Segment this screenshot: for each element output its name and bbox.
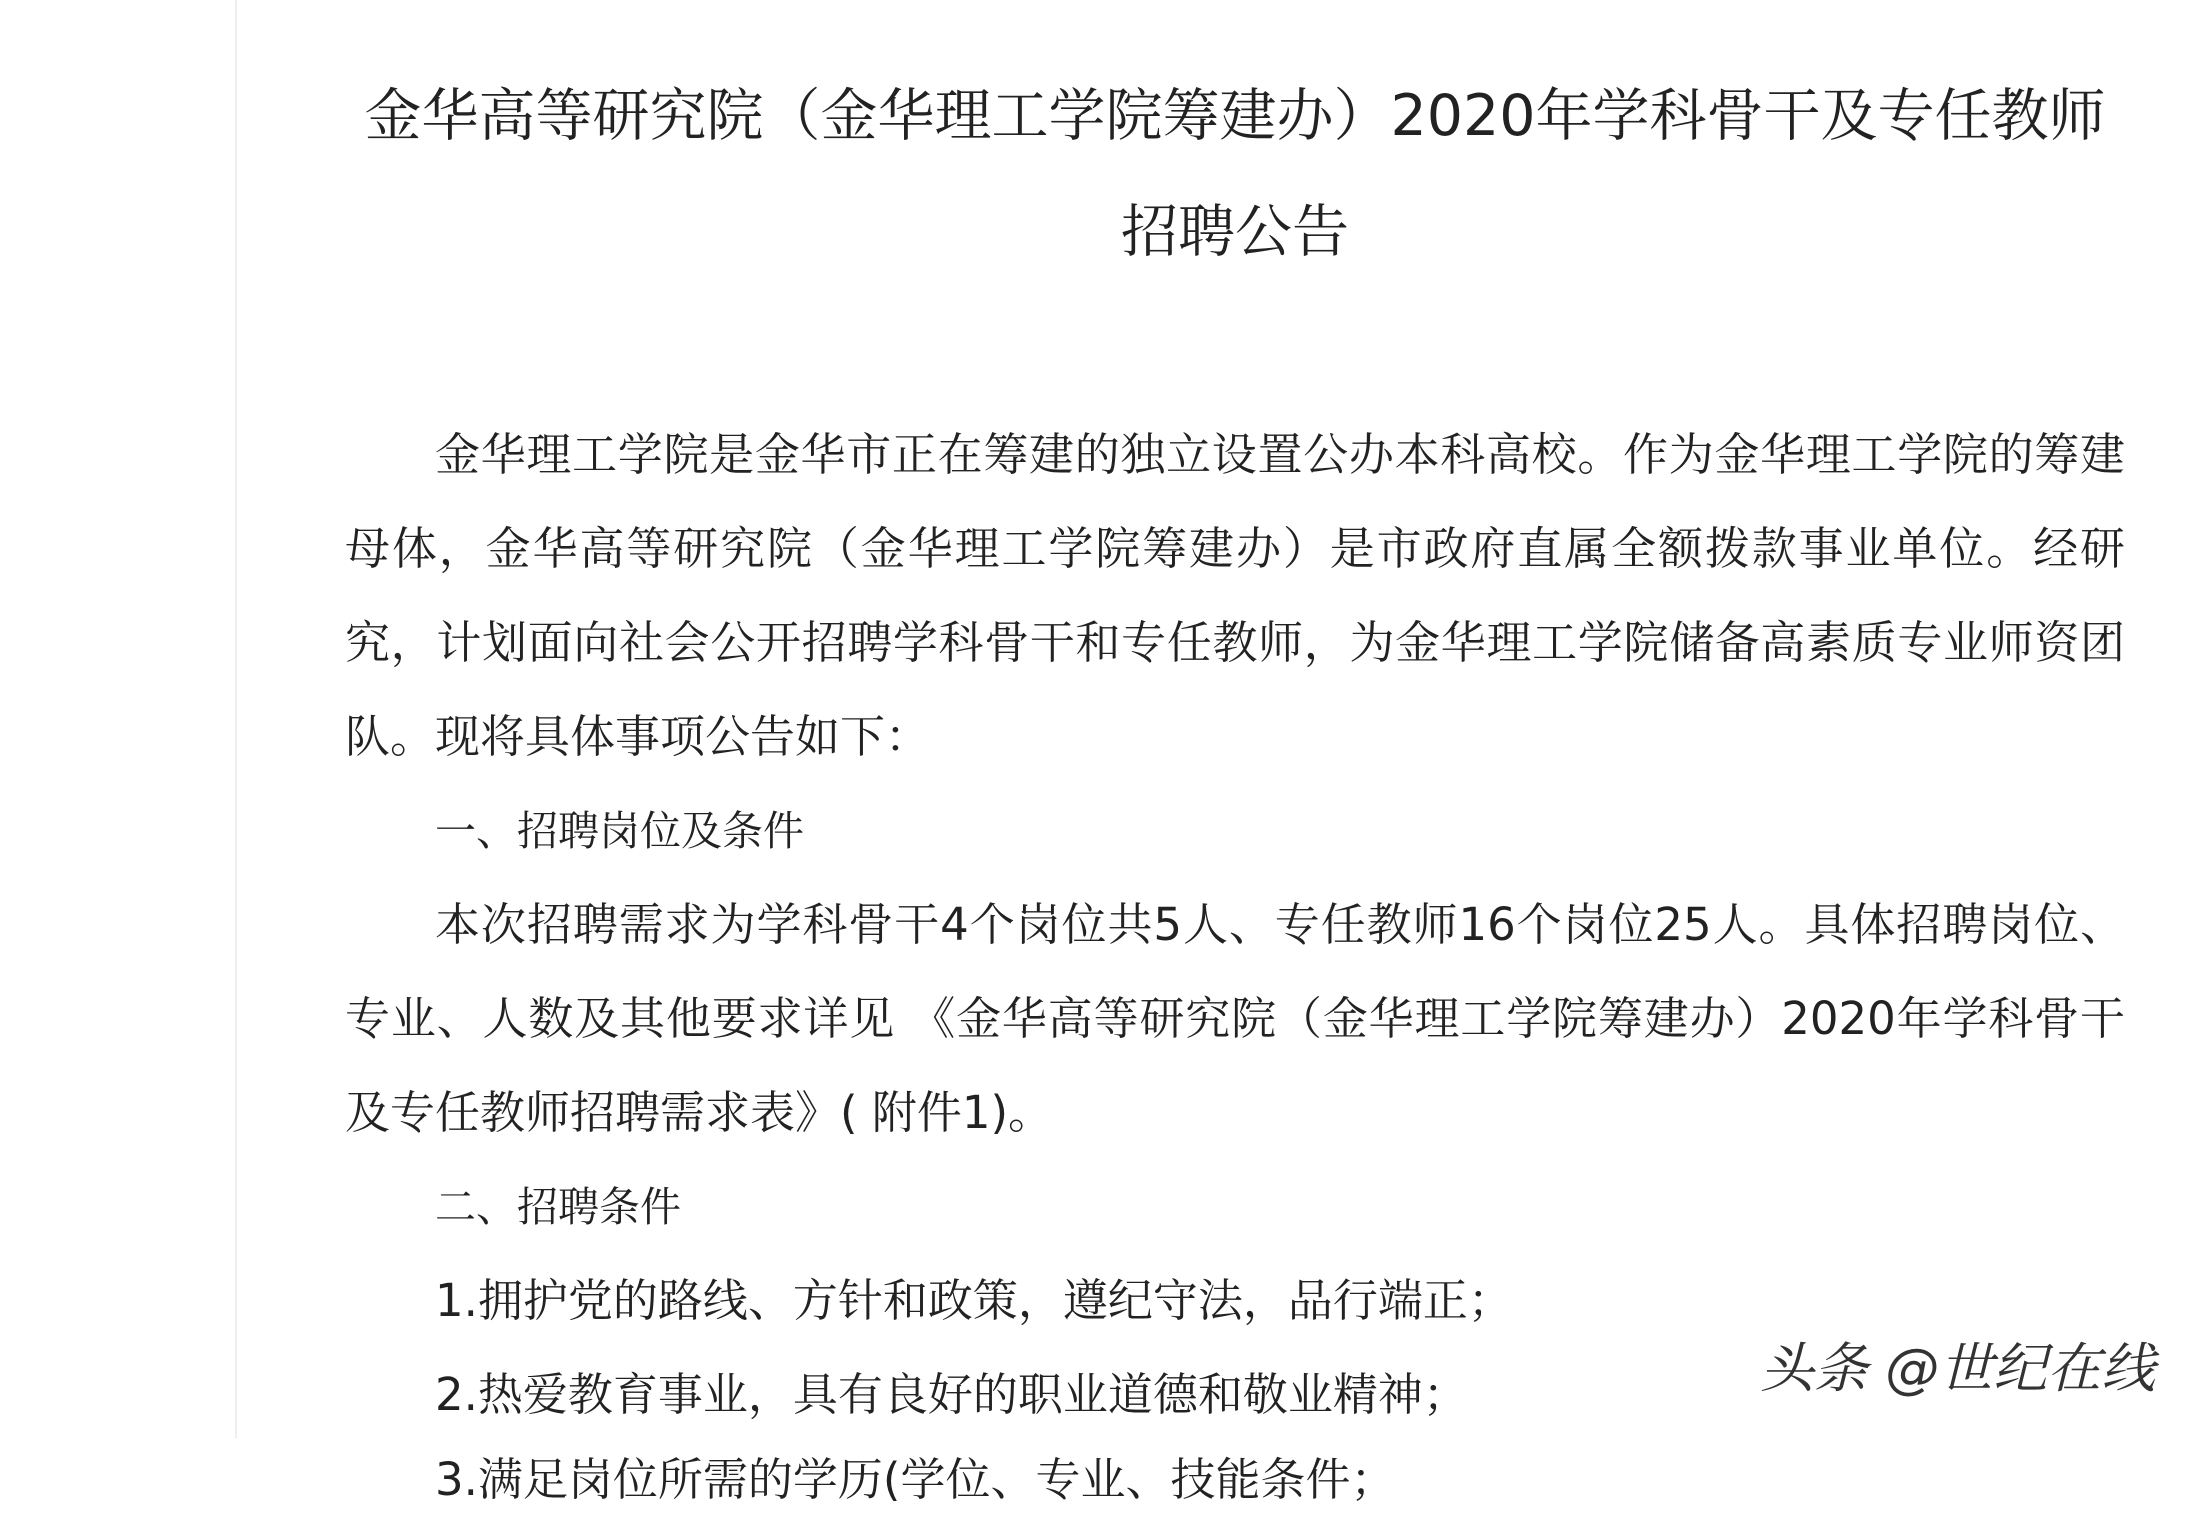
condition-item: 2.热爱教育事业，具有良好的职业道德和敬业精神；	[435, 1368, 1468, 1421]
article-body	[345, 408, 2125, 1506]
left-sidebar	[0, 0, 237, 1438]
watermark-text: 头条 @世纪在线	[1760, 1337, 2156, 1400]
intro-paragraph: 金华理工学院是金华市正在筹建的独立设置公办本科高校。作为金华理工学院的筹建母体，金华高等研究院（金华理工学院筹建办）是市政府直属全额拨款事业单位。经研究，计划面向社会公开招聘学科骨干和专任教师，为金华理工学院储备高素质专业师资团队。现将具体事项公告如下：	[345, 428, 2125, 763]
section-heading-positions: 一、招聘岗位及条件	[435, 807, 804, 855]
article	[345, 58, 2125, 1506]
condition-item: 3.满足岗位所需的学历(学位、专业、技能条件；	[435, 1453, 1396, 1506]
cut-off-line	[345, 1436, 2125, 1506]
condition-item: 1.拥护党的路线、方针和政策，遵纪守法，品行端正；	[435, 1274, 1513, 1327]
article-title: 金华高等研究院（金华理工学院筹建办）2020年学科骨干及专任教师招聘公告	[364, 83, 2106, 265]
positions-paragraph: 本次招聘需求为学科骨干4个岗位共5人、专任教师16个岗位25人。具体招聘岗位、专业、人数及其他要求详见 《金华高等研究院（金华理工学院筹建办）2020年学科骨干及专任教师招聘需求表》( 附件1)。	[345, 898, 2125, 1139]
section-heading-conditions: 二、招聘条件	[435, 1183, 681, 1231]
